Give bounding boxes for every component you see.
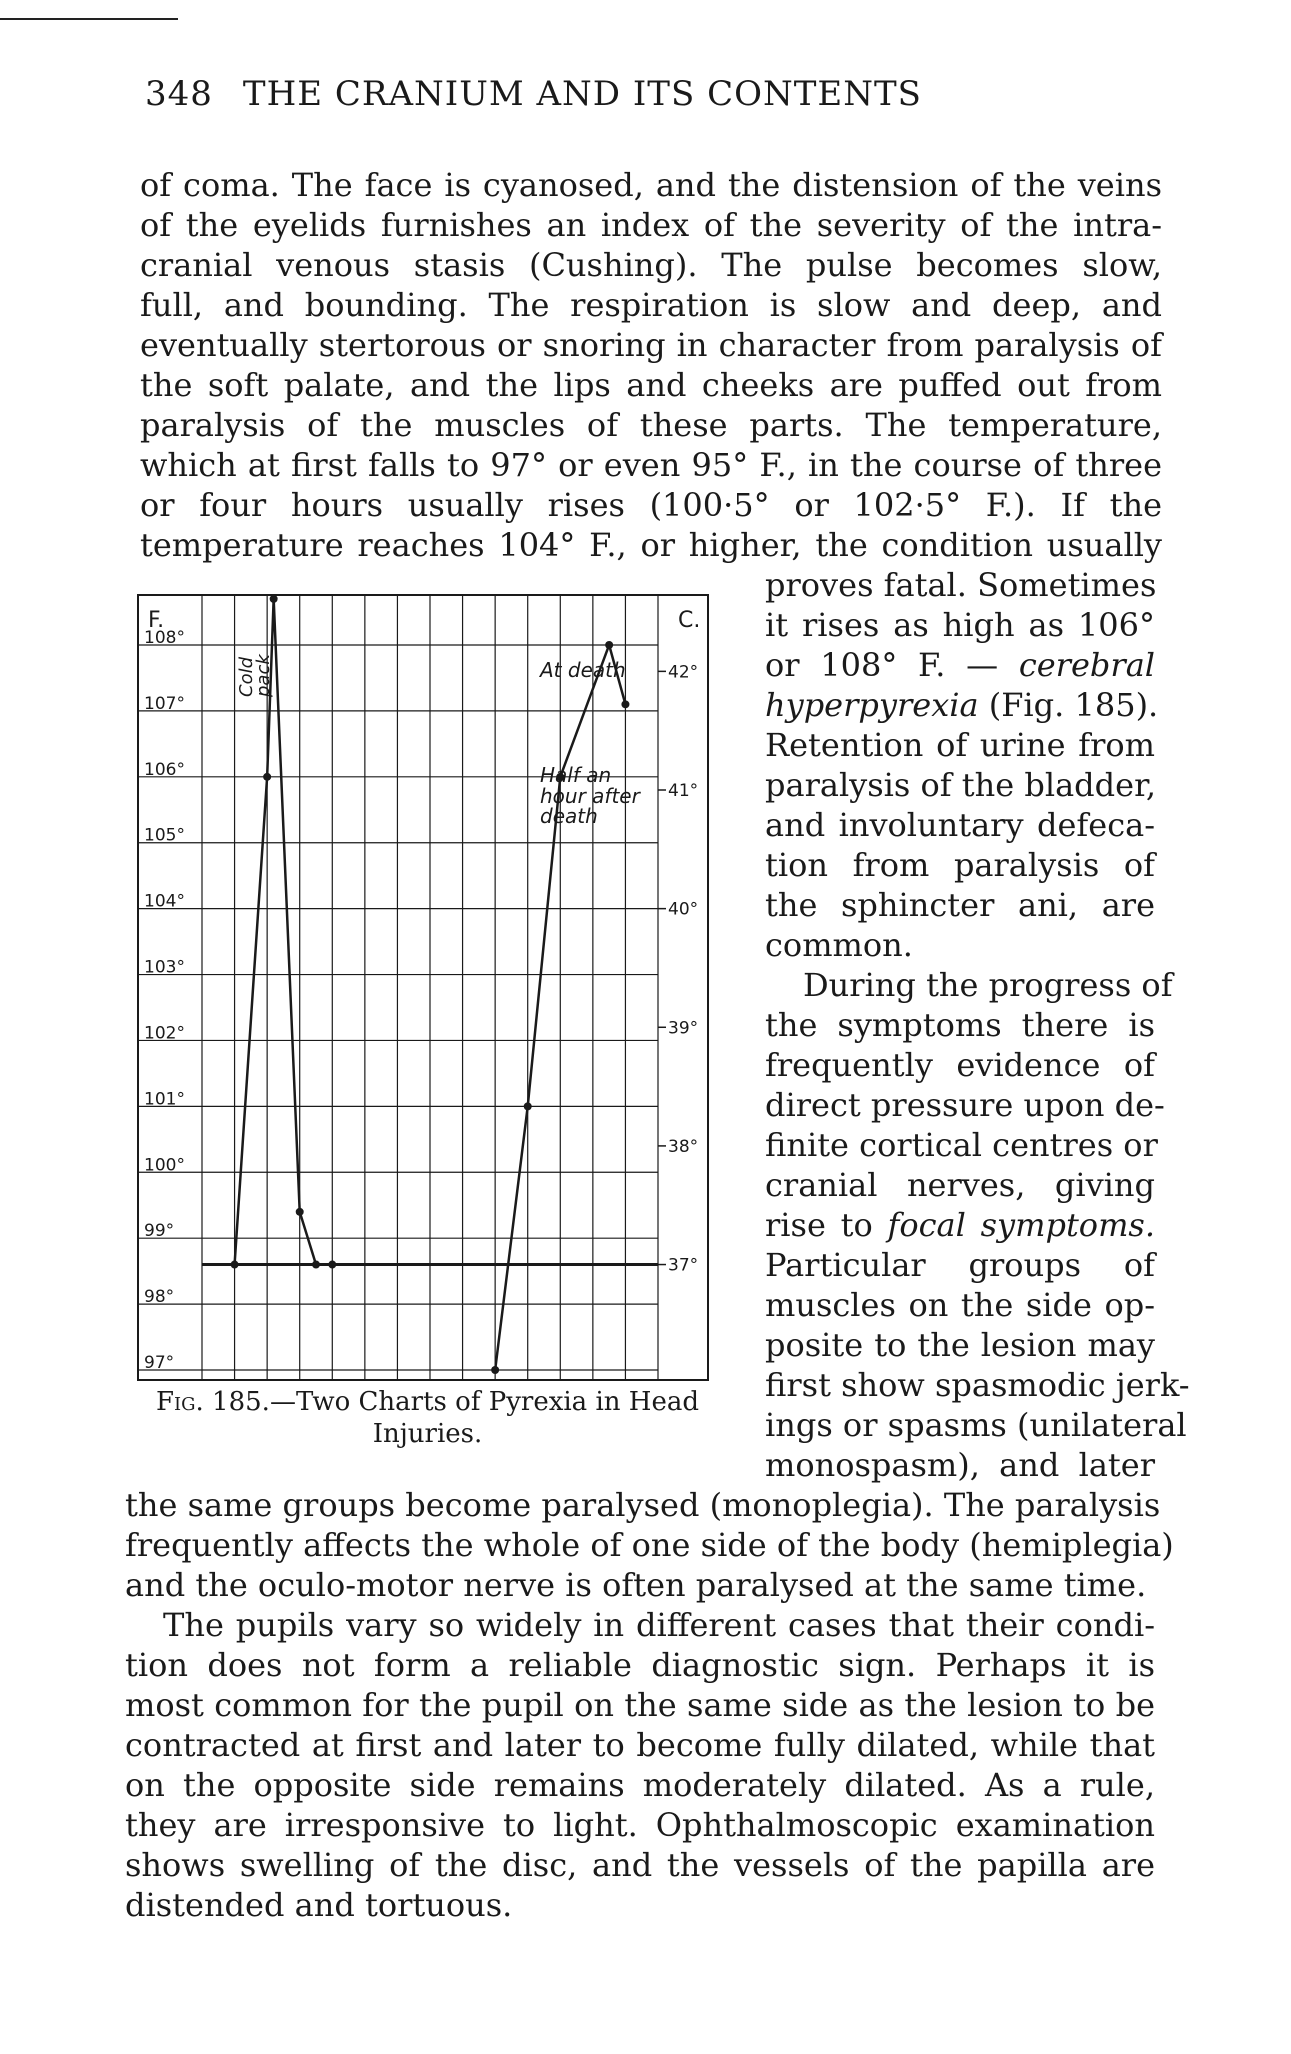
- y-axis-label-c: C.: [678, 608, 701, 633]
- y-tick-label-f: 102°: [144, 1023, 185, 1044]
- text-line: which at first falls to 97° or even 95° F., in the course of three: [140, 446, 1162, 484]
- text-line: most common for the pupil on the same side as the lesion to be: [125, 1686, 1155, 1724]
- text-line: and the oculo-motor nerve is often paralysed at the same time.: [125, 1566, 1147, 1604]
- text-line: and involuntary defeca-: [765, 806, 1155, 844]
- y-tick-label-f: 104°: [144, 891, 185, 912]
- y-tick-label-c: 41°: [668, 781, 699, 801]
- text-line: The pupils vary so widely in different cases that their condi-: [163, 1606, 1155, 1644]
- data-point: [312, 1261, 320, 1269]
- pyrexia-chart: [130, 585, 720, 1385]
- text-line: During the progress of: [803, 966, 1173, 1004]
- text-line: contracted at first and later to become fully dilated, while that: [125, 1726, 1155, 1764]
- side-line: it rises as high as 106°: [765, 606, 1155, 644]
- y-tick-label-f: 108°: [144, 628, 185, 648]
- text-line: the same groups become paralysed (monoplegia). The paralysis: [125, 1486, 1161, 1524]
- side-line: proves fatal. Sometimes: [765, 566, 1157, 604]
- text-line: frequently evidence of: [765, 1046, 1155, 1084]
- y-axis-label-f: F.: [148, 608, 165, 633]
- text-line: on the opposite side remains moderately dilated. As a rule,: [125, 1766, 1155, 1804]
- text-line: the soft palate, and the lips and cheeks are puffed out from: [140, 366, 1162, 404]
- text-line: direct pressure upon de-: [765, 1086, 1165, 1124]
- term-cerebral: cerebral: [1018, 646, 1155, 684]
- text-line: the symptoms there is: [765, 1006, 1155, 1044]
- text-line: distended and tortuous.: [125, 1886, 513, 1924]
- y-tick-label-c: 40°: [668, 899, 699, 920]
- data-point: [524, 1102, 532, 1110]
- y-tick-label-c: 37°: [668, 1255, 699, 1276]
- y-tick-label-f: 98°: [144, 1287, 175, 1308]
- annotation-at-death: At death: [540, 658, 626, 682]
- text-line: or four hours usually rises (100·5° or 102·5° F.). If the: [140, 486, 1162, 524]
- data-point: [621, 700, 629, 708]
- y-tick-label-f: 99°: [144, 1221, 175, 1242]
- side-line-text: rise to: [765, 1206, 888, 1244]
- data-point: [296, 1208, 304, 1216]
- text-line: muscles on the side op-: [765, 1286, 1155, 1324]
- text-line: of coma. The face is cyanosed, and the distension of the veins: [140, 166, 1162, 204]
- y-tick-label-f: 101°: [144, 1089, 185, 1110]
- figure-reference: (Fig. 185).: [978, 686, 1159, 724]
- text-line: cranial nerves, giving: [765, 1166, 1155, 1204]
- side-line-cerebral: [765, 645, 1155, 685]
- data-point: [328, 1261, 336, 1269]
- text-line: monospasm), and later: [765, 1446, 1155, 1484]
- annotation-hour-after: hour after: [540, 784, 640, 808]
- text-line: Retention of urine from: [765, 726, 1155, 764]
- figure-caption: [135, 1386, 720, 1450]
- page-header: [145, 74, 922, 114]
- y-tick-label-f: 107°: [144, 693, 185, 714]
- side-line-text: or 108° F. —: [765, 646, 1019, 684]
- text-line: the sphincter ani, are: [765, 886, 1155, 924]
- text-line: eventually stertorous or snoring in character from paralysis of: [140, 326, 1162, 364]
- text-line: finite cortical centres or: [765, 1126, 1158, 1164]
- annotation-cold: Cold: [236, 656, 257, 697]
- text-line: frequently affects the whole of one side of the body (hemiplegia): [125, 1526, 1174, 1564]
- text-line: common.: [765, 926, 913, 964]
- y-tick-label-f: 106°: [144, 759, 185, 780]
- term-hyperpyrexia: hyperpyrexia: [765, 686, 979, 724]
- running-title: THE CRANIUM AND ITS CONTENTS: [242, 74, 922, 114]
- text-line: tion from paralysis of: [765, 846, 1155, 884]
- text-line: ings or spasms (unilateral: [765, 1406, 1187, 1444]
- text-line: posite to the lesion may: [765, 1326, 1155, 1364]
- text-line: they are irresponsive to light. Ophthalmoscopic examination: [125, 1806, 1155, 1844]
- text-line: paralysis of the muscles of these parts. The temperature,: [140, 406, 1162, 444]
- data-point: [605, 641, 613, 649]
- side-line-focal: [765, 1205, 1155, 1245]
- y-tick-label-f: 97°: [144, 1353, 175, 1373]
- text-line: of the eyelids furnishes an index of the severity of the intra-: [140, 206, 1162, 244]
- chart-frame: [138, 595, 708, 1380]
- figure-caption-text: —Two Charts of Pyrexia in Head Injuries.: [269, 1387, 699, 1449]
- data-point: [263, 773, 271, 781]
- figure-label: Fig. 185.: [156, 1387, 270, 1417]
- top-rule: [0, 18, 178, 20]
- text-line: paralysis of the bladder,: [765, 766, 1157, 804]
- y-tick-label-f: 105°: [144, 825, 185, 846]
- data-point: [231, 1261, 239, 1269]
- side-line-hyperpyrexia: [765, 685, 1159, 725]
- text-line: tion does not form a reliable diagnostic sign. Perhaps it is: [125, 1646, 1155, 1684]
- y-tick-label-f: 103°: [144, 957, 185, 978]
- text-line: full, and bounding. The respiration is slow and deep, and: [140, 286, 1162, 324]
- text-line: Particular groups of: [765, 1246, 1155, 1284]
- term-focal-symptoms: focal symptoms.: [887, 1206, 1155, 1244]
- page-number: 348: [145, 74, 213, 114]
- annotation-death: death: [540, 804, 598, 828]
- data-point: [491, 1366, 499, 1374]
- y-tick-label-c: 39°: [668, 1018, 699, 1039]
- text-line: first show spasmodic jerk-: [765, 1366, 1190, 1404]
- text-line: shows swelling of the disc, and the vessels of the papilla are: [125, 1846, 1155, 1884]
- y-tick-label-c: 42°: [668, 662, 699, 683]
- y-tick-label-f: 100°: [144, 1155, 185, 1176]
- pyrexia-chart-figure: [130, 585, 720, 1385]
- data-point: [270, 595, 278, 603]
- text-line: cranial venous stasis (Cushing). The pulse becomes slow,: [140, 246, 1162, 284]
- text-line: temperature reaches 104° F., or higher, the condition usually: [140, 526, 1162, 564]
- y-tick-label-c: 38°: [668, 1136, 699, 1157]
- annotation-half-an: Half an: [540, 763, 612, 787]
- annotation-pack: pack: [253, 654, 274, 697]
- series-line-1: [235, 599, 333, 1265]
